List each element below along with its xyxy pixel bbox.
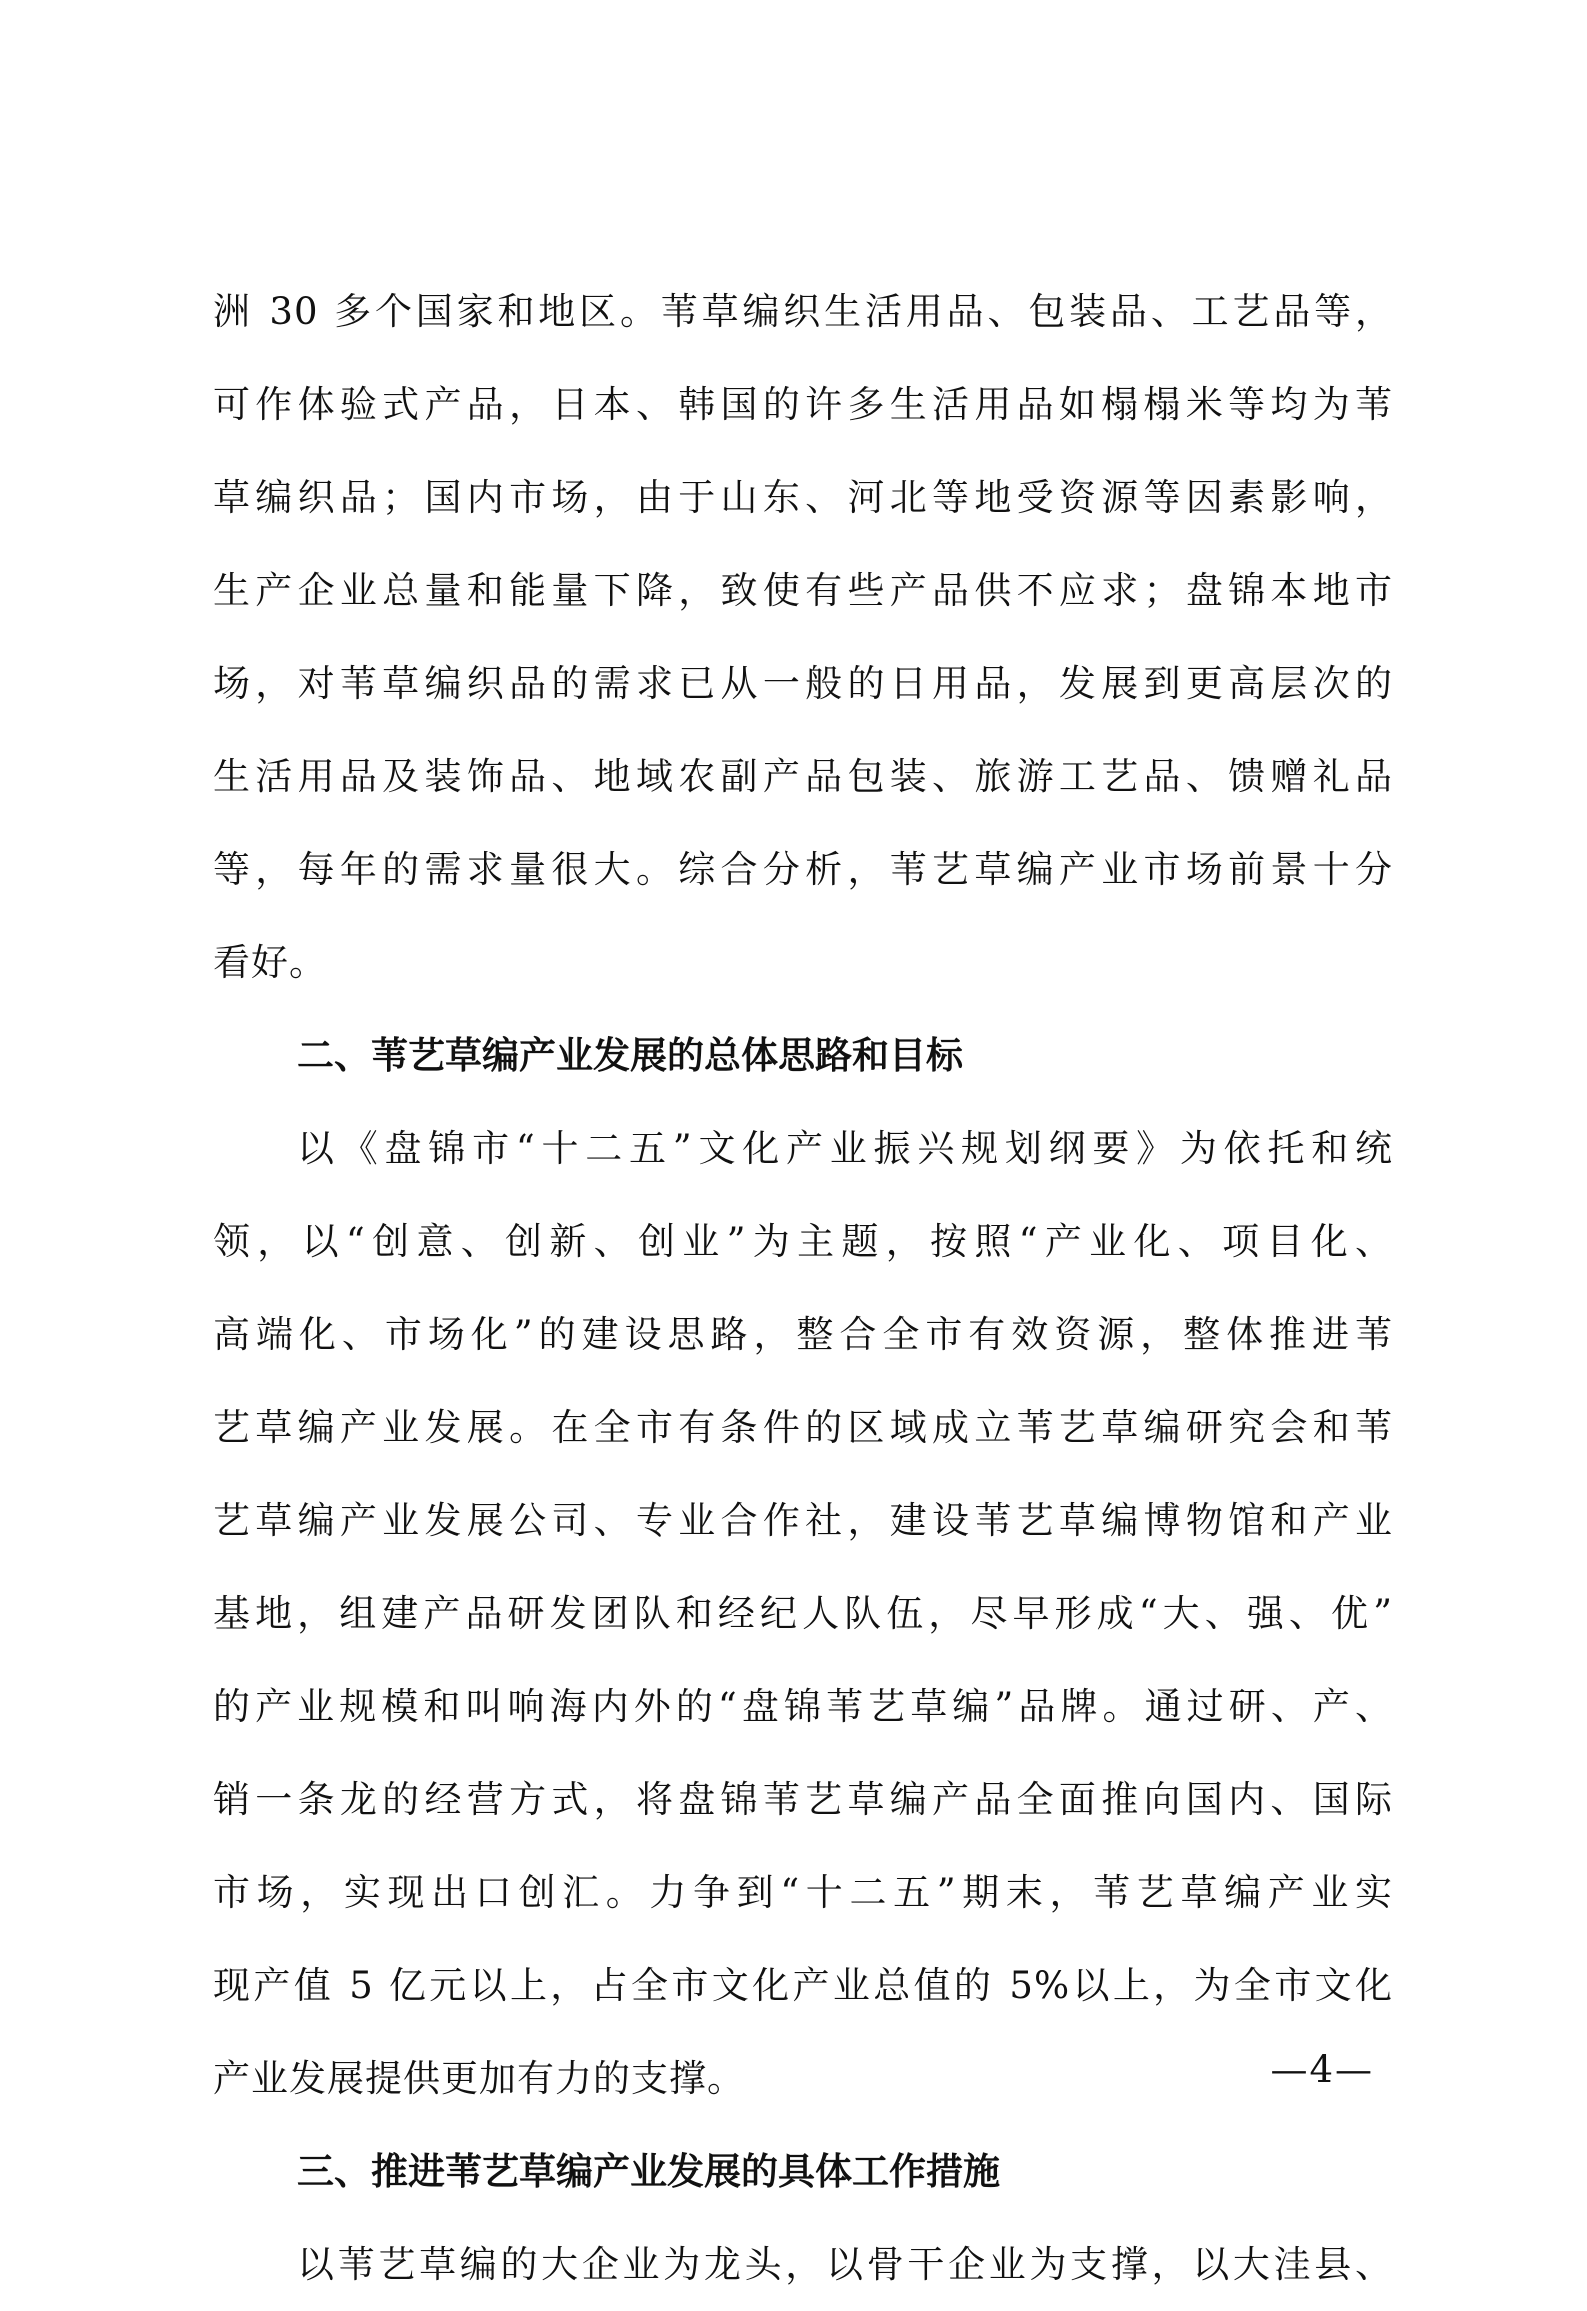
text-line: 生产企业总量和能量下降，致使有些产品供不应求；盘锦本地市 (213, 569, 1393, 612)
paragraph-overall-approach (213, 1102, 1393, 2125)
text-line: 以苇艺草编的大企业为龙头，以骨干企业为支撑，以大洼县、 (297, 2243, 1393, 2286)
text-line: 现产值 5 亿元以上，占全市文化产业总值的 5%以上，为全市文化 (213, 1964, 1393, 2007)
text-line: 基地，组建产品研发团队和经纪人队伍，尽早形成“大、强、优” (213, 1592, 1393, 1635)
page-number: —4— (1270, 2048, 1374, 2091)
text-line: 以《盘锦市“十二五”文化产业振兴规划纲要》为依托和统 (297, 1127, 1393, 1170)
text-line: 市场，实现出口创汇。力争到“十二五”期末，苇艺草编产业实 (213, 1871, 1393, 1914)
text-line: 草编织品；国内市场，由于山东、河北等地受资源等因素影响， (213, 476, 1393, 519)
paragraph-work-measures (213, 2218, 1393, 2311)
text-line: 场，对苇草编织品的需求已从一般的日用品，发展到更高层次的 (213, 662, 1393, 705)
text-line: 生活用品及装饰品、地域农副产品包装、旅游工艺品、馈赠礼品 (213, 755, 1393, 798)
text-line: 艺草编产业发展。在全市有条件的区域成立苇艺草编研究会和苇 (213, 1406, 1393, 1449)
text-line: 领，以“创意、创新、创业”为主题，按照“产业化、项目化、 (213, 1220, 1393, 1263)
text-line: 艺草编产业发展公司、专业合作社，建设苇艺草编博物馆和产业 (213, 1499, 1393, 1542)
text-line: 产业发展提供更加有力的支撑。 (213, 2057, 745, 2100)
text-line: 看好。 (213, 941, 327, 984)
text-line: 等，每年的需求量很大。综合分析，苇艺草编产业市场前景十分 (213, 848, 1393, 891)
paragraph-market-outlook (213, 265, 1393, 1009)
section-heading-3: 三、推进苇艺草编产业发展的具体工作措施 (297, 2150, 1000, 2193)
section-heading-2: 二、苇艺草编产业发展的总体思路和目标 (297, 1034, 963, 1077)
text-line: 高端化、市场化”的建设思路，整合全市有效资源，整体推进苇 (213, 1313, 1393, 1356)
text-line: 洲 30 多个国家和地区。苇草编织生活用品、包装品、工艺品等， (213, 290, 1393, 333)
document-body (213, 265, 1393, 2311)
text-line: 可作体验式产品，日本、韩国的许多生活用品如榻榻米等均为苇 (213, 383, 1393, 426)
text-line: 销一条龙的经营方式，将盘锦苇艺草编产品全面推向国内、国际 (213, 1778, 1393, 1821)
text-line: 的产业规模和叫响海内外的“盘锦苇艺草编”品牌。通过研、产、 (213, 1685, 1393, 1728)
